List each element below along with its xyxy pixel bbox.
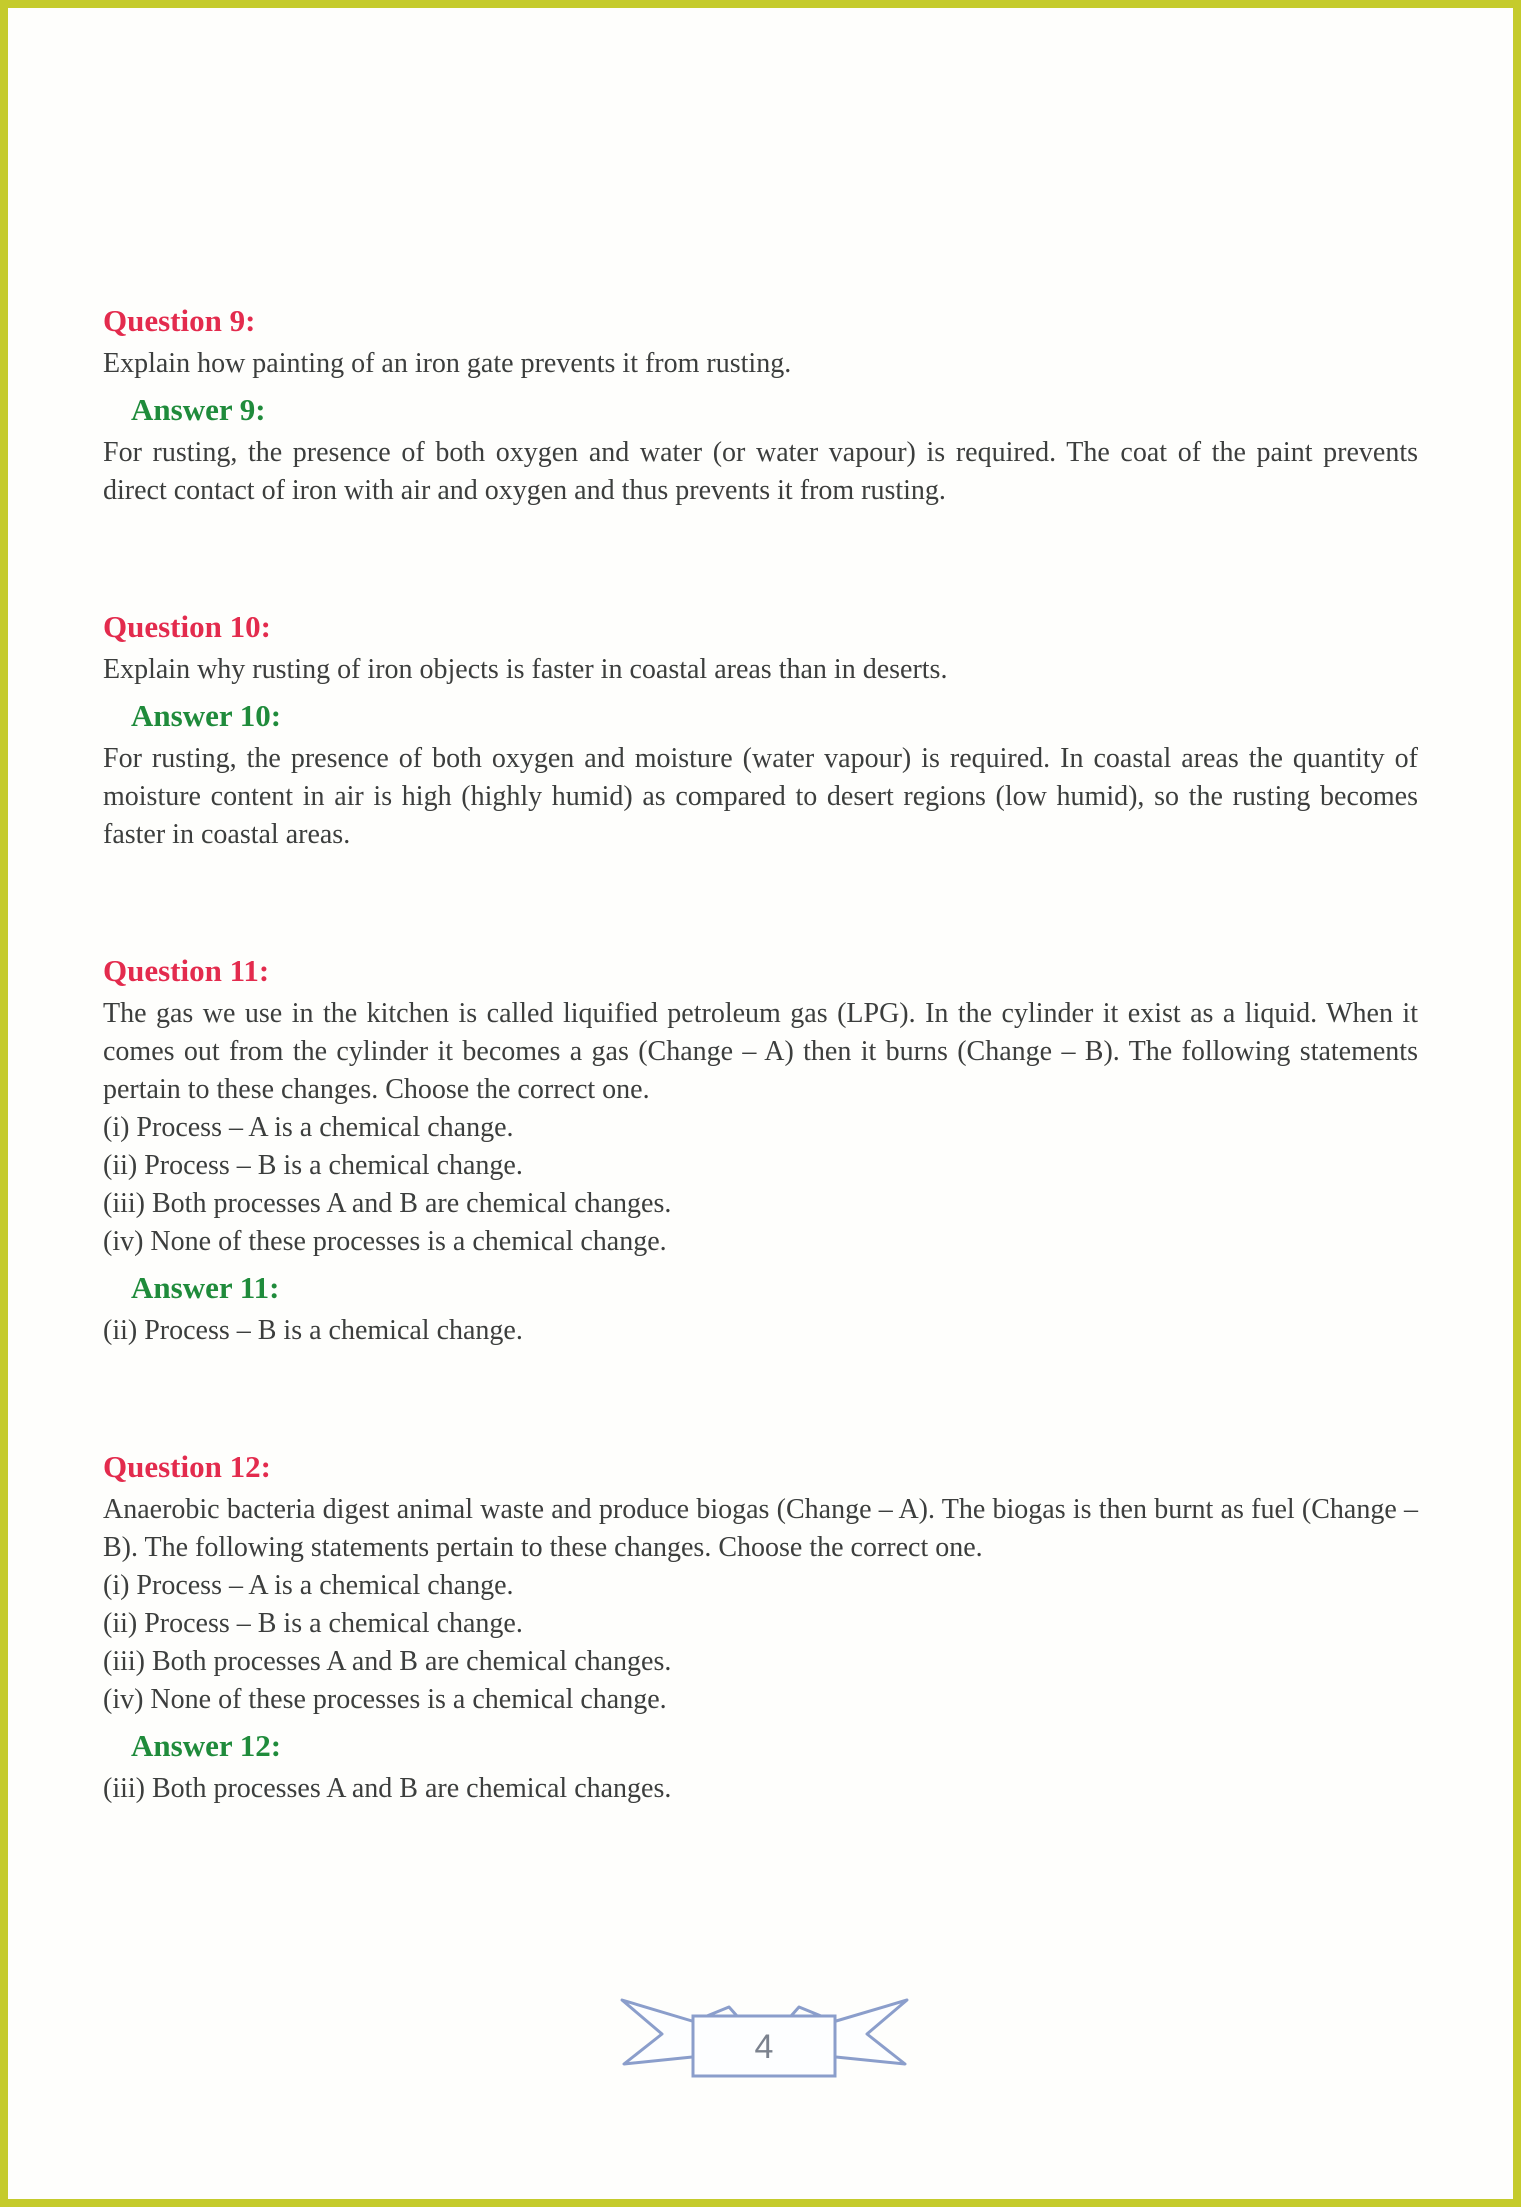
question-10-text: Explain why rusting of iron objects is faster in coastal areas than in deserts. (103, 654, 948, 685)
question-11-option-iii: (iii) Both processes A and B are chemical changes. (103, 1188, 672, 1219)
answer-10-heading: Answer 10: (131, 698, 282, 733)
page-number: 4 (754, 2028, 774, 2066)
answer-12-text: (iii) Both processes A and B are chemical changes. (103, 1773, 672, 1804)
question-12-option-ii: (ii) Process – B is a chemical change. (103, 1608, 523, 1639)
question-11-option-iv: (iv) None of these processes is a chemical change. (103, 1226, 667, 1257)
question-11-option-ii: (ii) Process – B is a chemical change. (103, 1150, 523, 1181)
question-11-option-i: (i) Process – A is a chemical change. (103, 1112, 514, 1143)
question-12-heading: Question 12: (103, 1449, 271, 1484)
answer-11-text: (ii) Process – B is a chemical change. (103, 1315, 523, 1346)
question-10-heading: Question 10: (103, 609, 271, 644)
question-12-option-iii: (iii) Both processes A and B are chemical changes. (103, 1646, 672, 1677)
question-12-text: Anaerobic bacteria digest animal waste and produce biogas (Change – A). The biogas is then burnt as fuel (Change – B). The following statements pertain to these changes. Choose the correct one. (103, 1494, 1418, 1563)
question-9-text: Explain how painting of an iron gate prevents it from rusting. (103, 348, 792, 379)
question-11-heading: Question 11: (103, 953, 270, 988)
qa-section-11 (103, 952, 1418, 1350)
question-12-option-i: (i) Process – A is a chemical change. (103, 1570, 514, 1601)
qa-section-12 (103, 1448, 1418, 1808)
answer-9-text: For rusting, the presence of both oxygen and water (or water vapour) is required. The coat of the paint prevents direct contact of iron with air and oxygen and thus prevents it from rusting. (103, 437, 1418, 506)
question-12-option-iv: (iv) None of these processes is a chemical change. (103, 1684, 667, 1715)
qa-section-10 (103, 608, 1418, 854)
ribbon-banner-icon (616, 1994, 916, 2099)
page-number-ribbon (616, 1994, 916, 2099)
answer-11-heading: Answer 11: (131, 1270, 280, 1305)
question-11-text: The gas we use in the kitchen is called liquified petroleum gas (LPG). In the cylinder it exist as a liquid. When it comes out from the cylinder it becomes a gas (Change – A) then it burns (Change – B). The following statements pertain to these changes. Choose the correct one. (103, 998, 1418, 1105)
qa-section-9 (103, 302, 1418, 510)
answer-10-text: For rusting, the presence of both oxygen and moisture (water vapour) is required. In coastal areas the quantity of moisture content in air is high (highly humid) as compared to desert regions (low humid), so the rusting becomes faster in coastal areas. (103, 743, 1418, 850)
answer-9-heading: Answer 9: (131, 392, 266, 427)
question-9-heading: Question 9: (103, 303, 256, 338)
answer-12-heading: Answer 12: (131, 1728, 282, 1763)
